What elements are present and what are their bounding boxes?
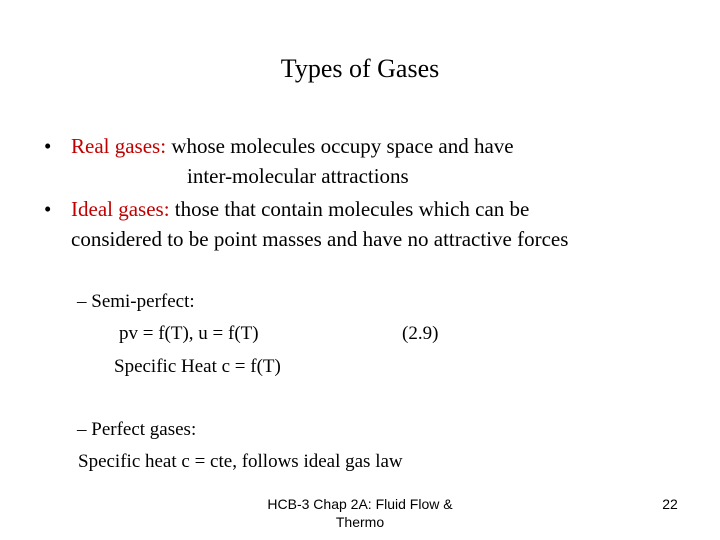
bullet-marker: • (44, 134, 52, 158)
bullet-line-2: considered to be point masses and have no attractive forces (71, 227, 569, 251)
bullet-marker: • (44, 197, 52, 221)
bullet-line-2: inter-molecular attractions (187, 164, 409, 188)
slide-title: Types of Gases (280, 54, 440, 83)
bullet-line-1 (71, 194, 684, 224)
footer-text (240, 495, 480, 531)
bullet-text (71, 131, 684, 191)
ideal-gases-definition: those that contain molecules which can be (169, 197, 530, 221)
bullet-real-gases (44, 131, 684, 191)
perfect-gases-heading: – Perfect gases: (77, 419, 197, 440)
footer-line-2: Thermo (335, 514, 385, 530)
perfect-gases-description: Specific heat c = cte, follows ideal gas law (78, 451, 403, 472)
real-gases-definition: whose molecules occupy space and have (166, 134, 514, 158)
footer-line-1: HCB-3 Chap 2A: Fluid Flow & (267, 496, 453, 512)
bullet-line-1 (71, 131, 684, 161)
equation-number: (2.9) (402, 323, 439, 344)
term-ideal-gases: Ideal gases: (71, 197, 170, 221)
bullet-text (71, 194, 684, 254)
term-real-gases: Real gases: (71, 134, 167, 158)
semi-perfect-heading: – Semi-perfect: (77, 291, 195, 312)
bullet-ideal-gases (44, 194, 684, 254)
page-number: 22 (662, 496, 678, 512)
semi-perfect-equation: pv = f(T), u = f(T) (119, 323, 259, 344)
specific-heat-line: Specific Heat c = f(T) (114, 356, 281, 377)
